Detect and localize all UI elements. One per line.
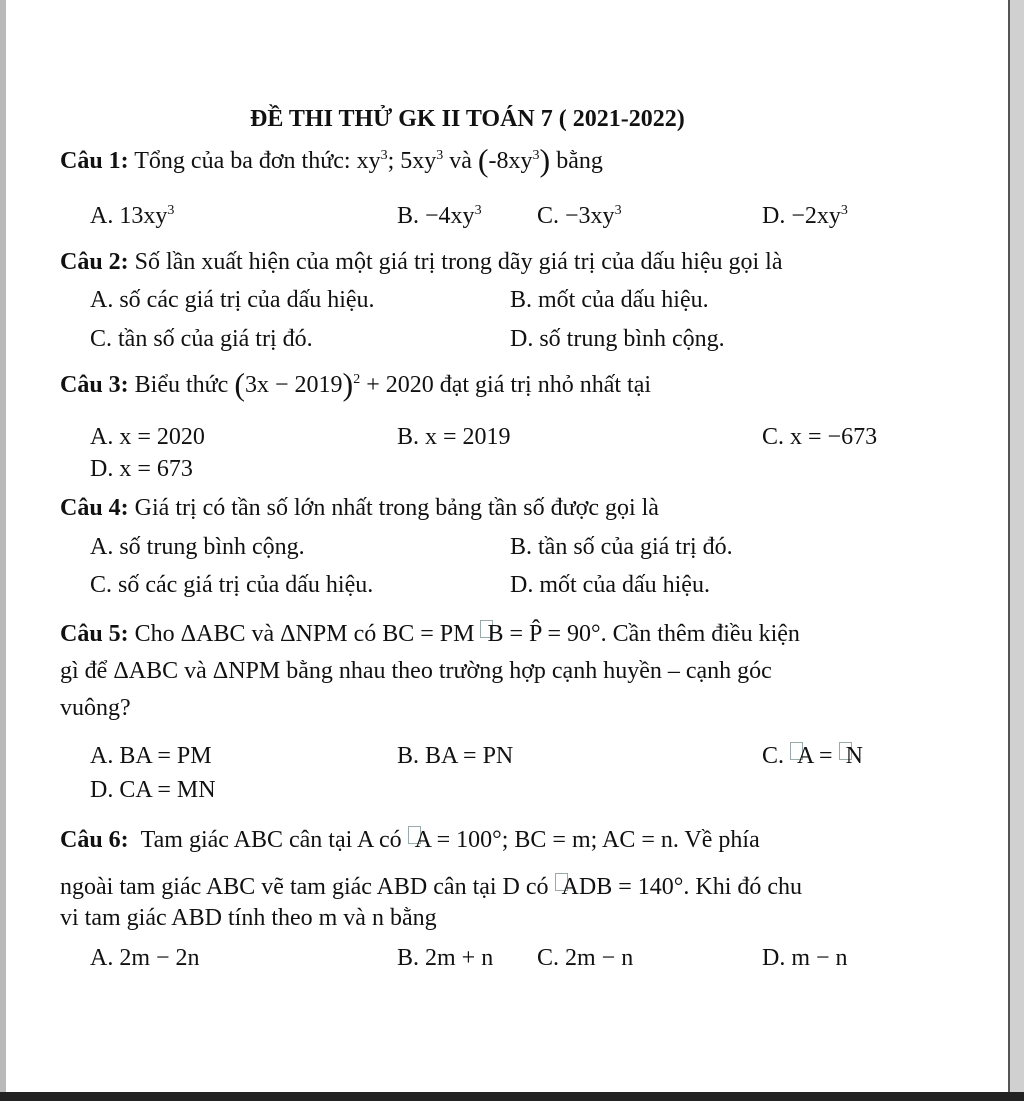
question-1-label: Câu 1: xyxy=(60,148,129,174)
q2-option-c[interactable]: C. tần số của giá trị đó. xyxy=(90,326,313,352)
question-6: Câu 6: Tam giác ABC cân tại A có A = 100°; BC = m; AC = n. Về phía xyxy=(60,827,760,853)
q3-option-a[interactable]: A. x = 2020 xyxy=(90,424,205,450)
question-5-line-2: gì để ΔABC và ΔNPM bằng nhau theo trường hợp cạnh huyền – cạnh góc xyxy=(60,658,772,684)
question-2-label: Câu 2: xyxy=(60,249,129,275)
q4-option-a[interactable]: A. số trung bình cộng. xyxy=(90,534,305,560)
q4-option-c[interactable]: C. số các giá trị của dấu hiệu. xyxy=(90,572,374,598)
question-3-label: Câu 3: xyxy=(60,372,129,398)
q4-option-d[interactable]: D. mốt của dấu hiệu. xyxy=(510,572,710,598)
question-4-stem: Giá trị có tần số lớn nhất trong bảng tần số được gọi là xyxy=(134,495,659,521)
q2-option-b[interactable]: B. mốt của dấu hiệu. xyxy=(510,287,709,313)
q5-option-d[interactable]: D. CA = MN xyxy=(90,777,216,803)
question-6-line-2: ngoài tam giác ABC vẽ tam giác ABD cân tại D có ADB = 140°. Khi đó chu xyxy=(60,874,803,900)
question-1-stem: Tổng của ba đơn thức: xyxy=(134,148,351,174)
q6-option-b[interactable]: B. 2m + n xyxy=(397,945,494,971)
question-4-label: Câu 4: xyxy=(60,495,129,521)
q3-option-d[interactable]: D. x = 673 xyxy=(90,456,193,482)
q2-option-d[interactable]: D. số trung bình cộng. xyxy=(510,326,725,352)
question-1: Câu 1: Tổng của ba đơn thức: $xy^3$; $5xy^3$ và $(-8xy^3)$ bằng xyxy=(60,142,603,178)
question-4 xyxy=(60,494,659,522)
question-5-label: Câu 5: xyxy=(60,621,129,647)
question-6-label: Câu 6: xyxy=(60,827,129,853)
q5-option-b[interactable]: B. BA = PN xyxy=(397,743,514,769)
q1-option-d[interactable]: D. $-2xy^3$ xyxy=(762,203,848,229)
page-title: ĐỀ THI THỬ GK II TOÁN 7 ( 2021-2022) xyxy=(250,106,685,132)
q1-option-b[interactable]: B. $-4xy^3$ xyxy=(397,203,482,229)
term-1: $xy^3$ xyxy=(356,148,388,174)
q6-option-d[interactable]: D. m − n xyxy=(762,945,848,971)
q6-option-c[interactable]: C. 2m − n xyxy=(537,945,634,971)
question-5: Câu 5: Cho ΔABC và ΔNPM có BC = PM B = P̂ = 90°. Cần thêm điều kiện xyxy=(60,621,800,647)
q4-option-b[interactable]: B. tần số của giá trị đó. xyxy=(510,534,733,560)
term-3: $-8xy^3$ xyxy=(488,148,540,174)
q2-option-a[interactable]: A. số các giá trị của dấu hiệu. xyxy=(90,287,375,313)
q3-option-b[interactable]: B. x = 2019 xyxy=(397,424,511,450)
q3-option-c[interactable]: C. x = −673 xyxy=(762,424,878,450)
q5-option-a[interactable]: A. BA = PM xyxy=(90,743,212,769)
question-2 xyxy=(60,248,783,276)
q1-option-a[interactable]: A. $13xy^3$ xyxy=(90,203,175,229)
q1-option-c[interactable]: C. $-3xy^3$ xyxy=(537,203,622,229)
term-2: $5xy^3$ xyxy=(400,148,444,174)
bottom-edge xyxy=(0,1092,1024,1101)
right-scrollbar-edge[interactable] xyxy=(1008,0,1024,1101)
q6-option-a[interactable]: A. 2m − 2n xyxy=(90,945,200,971)
question-5-line-3: vuông? xyxy=(60,695,131,721)
q5-option-c[interactable]: C. A = N xyxy=(762,743,863,769)
question-3: Câu 3: Biểu thức $(3x - 2019)^2 + 2020$ đạt giá trị nhỏ nhất tại xyxy=(60,366,652,402)
question-6-line-3: vi tam giác ABD tính theo m và n bằng xyxy=(60,905,437,931)
question-2-stem: Số lần xuất hiện của một giá trị trong dãy giá trị của dấu hiệu gọi là xyxy=(134,249,783,275)
